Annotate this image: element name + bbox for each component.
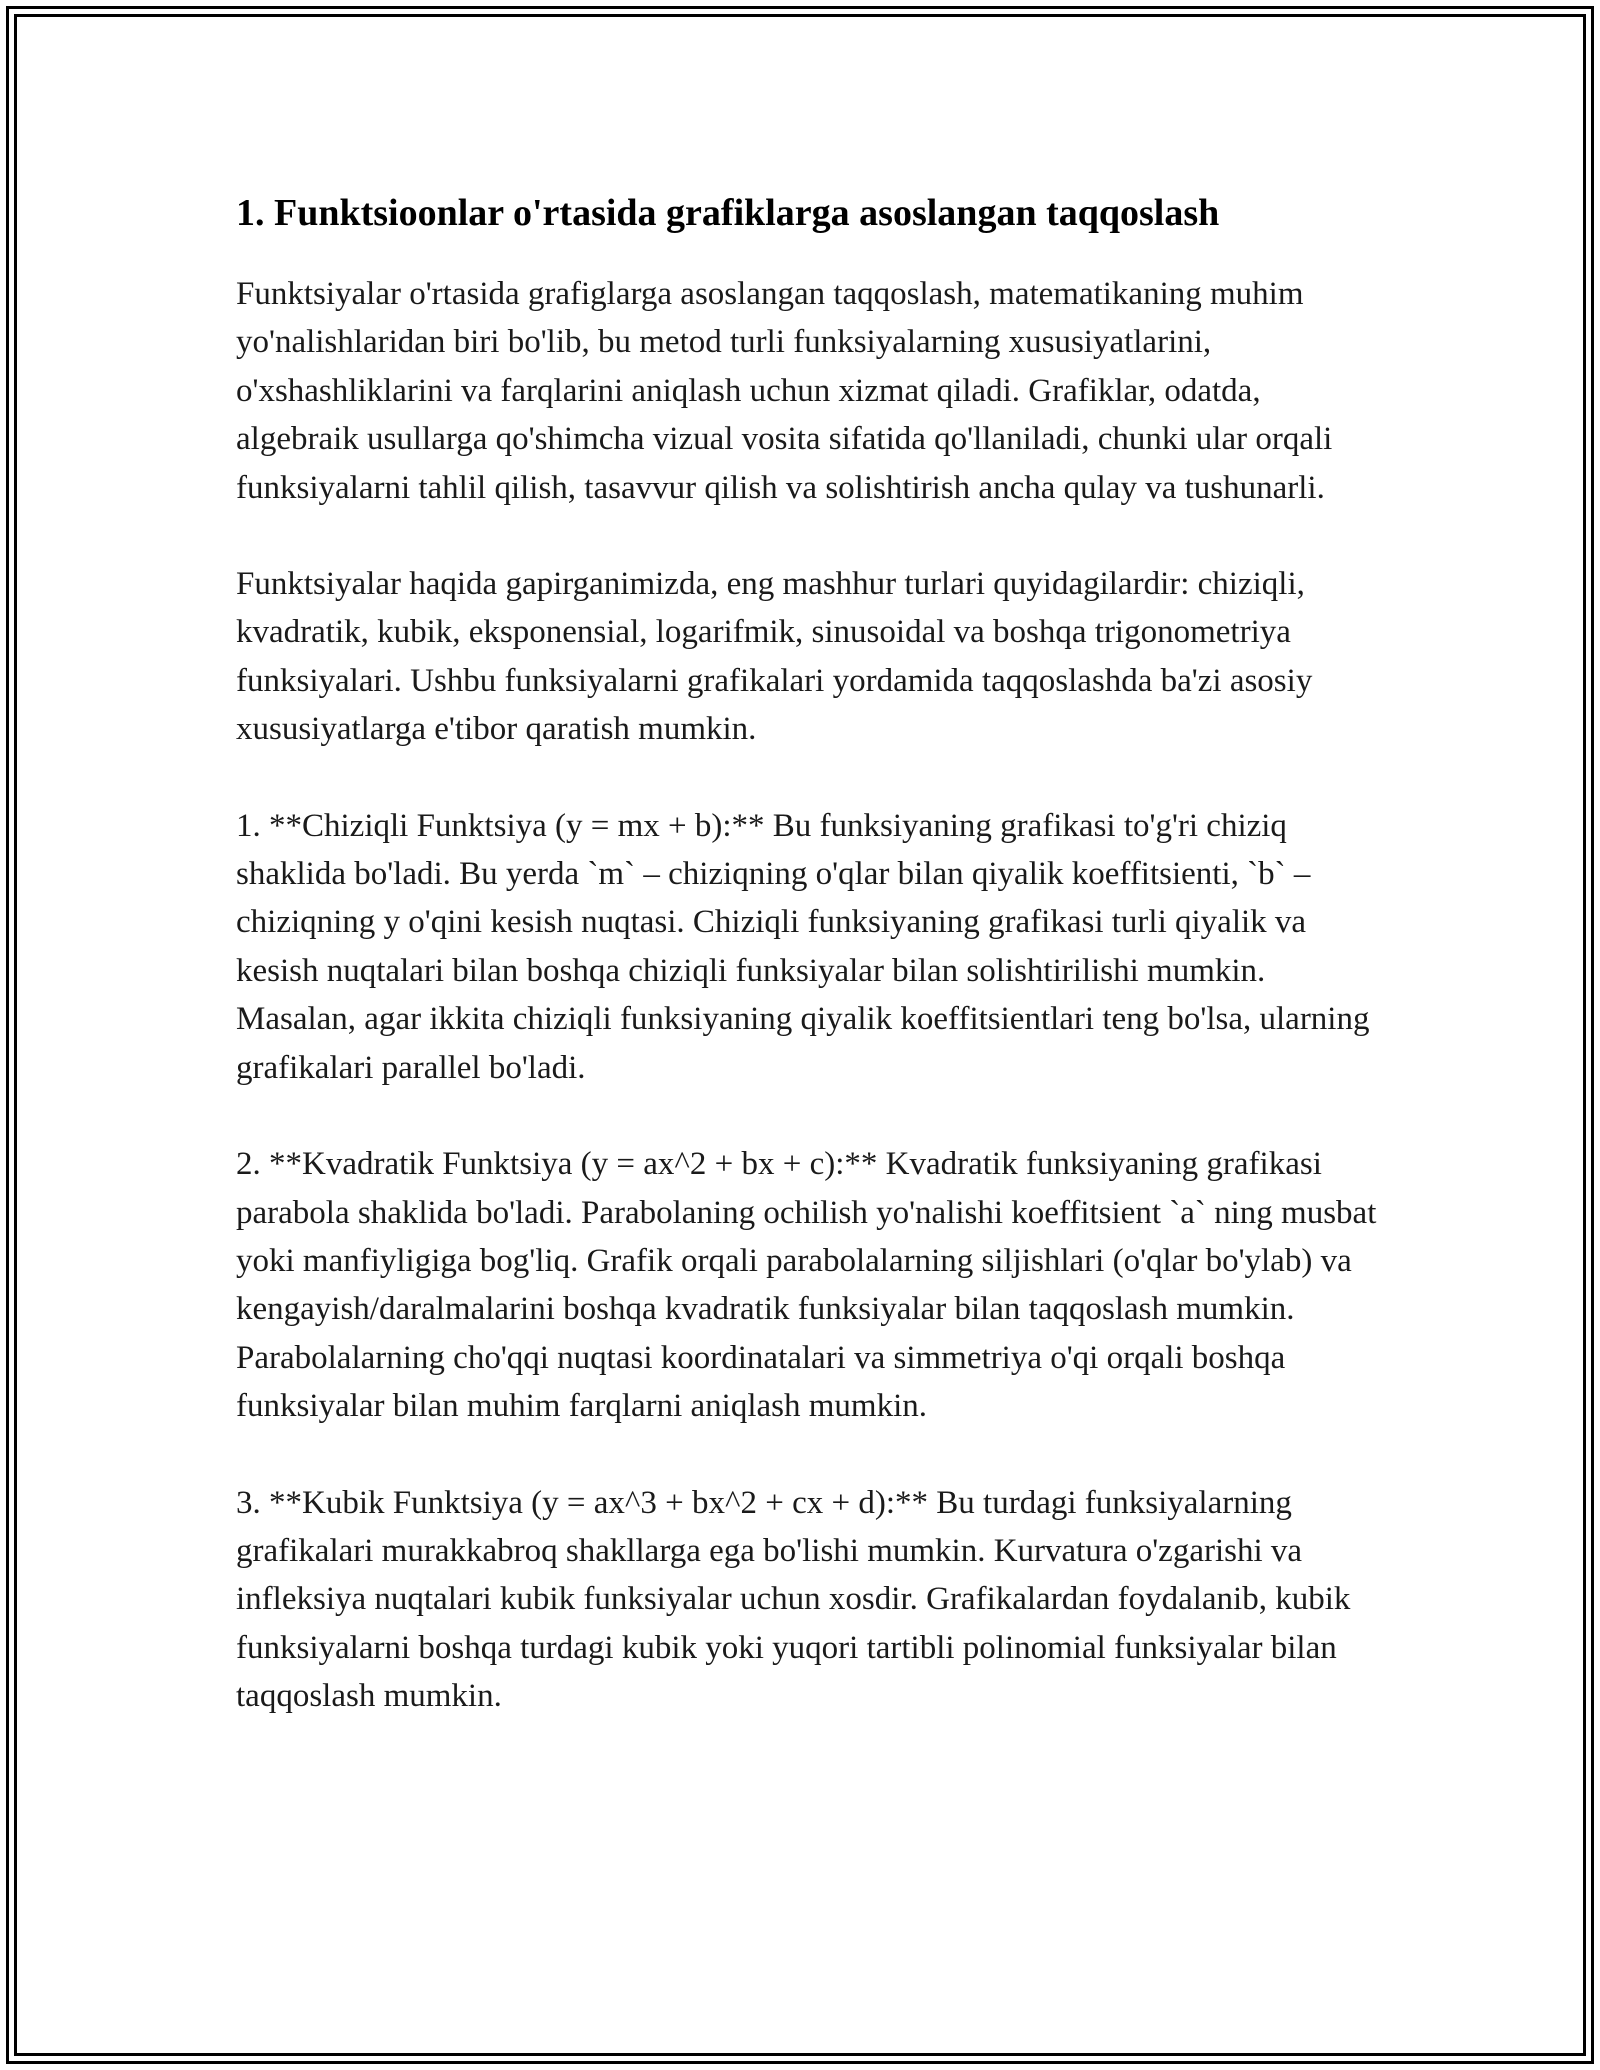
document-body [236,184,1386,1769]
section-heading: 1. Funktsioonlar o'rtasida grafiklarga asoslangan taqqoslash [236,192,1220,234]
linear-function-paragraph: 1. **Chiziqli Funktsiya (y = mx + b):** Bu funksiyaning grafikasi to'g'ri chiziq shaklida bo'ladi. Bu yerda `m` – chiziqning o'qlar bilan qiyalik koeffitsienti, `b` – chiziqning y o'qini kesish nuqtasi. Chiziqli funksiyaning grafikasi turli qiyalik va kesish nuqtalari bilan boshqa chiziqli funksiyalar bilan solishtirilishi mumkin. Masalan, agar ikkita chiziqli funksiyaning qiyalik koeffitsientlari teng bo'lsa, ularning grafikalari parallel bo'ladi. [236,807,1370,1086]
quadratic-function-paragraph: 2. **Kvadratik Funktsiya (y = ax^2 + bx + c):** Kvadratik funksiyaning grafikasi parabola shaklida bo'ladi. Parabolaning ochilish yo'nalishi koeffitsient `a` ning musbat yoki manfiyligiga bog'liq. Grafik orqali parabolalarning siljishlari (o'qlar bo'ylab) va kengayish/daralmalarini boshqa kvadratik funksiyalar bilan taqqoslash mumkin. Parabolalarning cho'qqi nuqtasi koordinatalari va simmetriya o'qi orqali boshqa funksiyalar bilan muhim farqlarni aniqlash mumkin. [236,1146,1377,1425]
function-types-paragraph: Funktsiyalar haqida gapirganimizda, eng mashhur turlari quyidagilardir: chiziqli, kvadratik, kubik, eksponensial, logarifmik, sinusoidal va boshqa trigonometriya funksiyalari. Ushbu funksiyalarni grafikalari yordamida taqqoslashda ba'zi asosiy xususiyatlarga e'tibor qaratish mumkin. [236,566,1313,748]
cubic-function-paragraph: 3. **Kubik Funktsiya (y = ax^3 + bx^2 + cx + d):** Bu turdagi funksiyalarning grafikalari murakkabroq shakllarga ega bo'lishi mumkin. Kurvatura o'zgarishi va infleksiya nuqtalari kubik funksiyalar uchun xosdir. Grafikalardan foydalanib, kubik funksiyalarni boshqa turdagi kubik yoki yuqori tartibli polinomial funksiyalar bilan taqqoslash mumkin. [236,1484,1351,1715]
intro-paragraph: Funktsiyalar o'rtasida grafiglarga asoslangan taqqoslash, matematikaning muhim yo'nalishlaridan biri bo'lib, bu metod turli funksiyalarning xususiyatlarini, o'xshashliklarini va farqlarini aniqlash uchun xizmat qiladi. Grafiklar, odatda, algebraik usullarga qo'shimcha vizual vosita sifatida qo'llaniladi, chunki ular orqali funksiyalarni tahlil qilish, tasavvur qilish va solishtirish ancha qulay va tushunarli. [236,276,1333,506]
